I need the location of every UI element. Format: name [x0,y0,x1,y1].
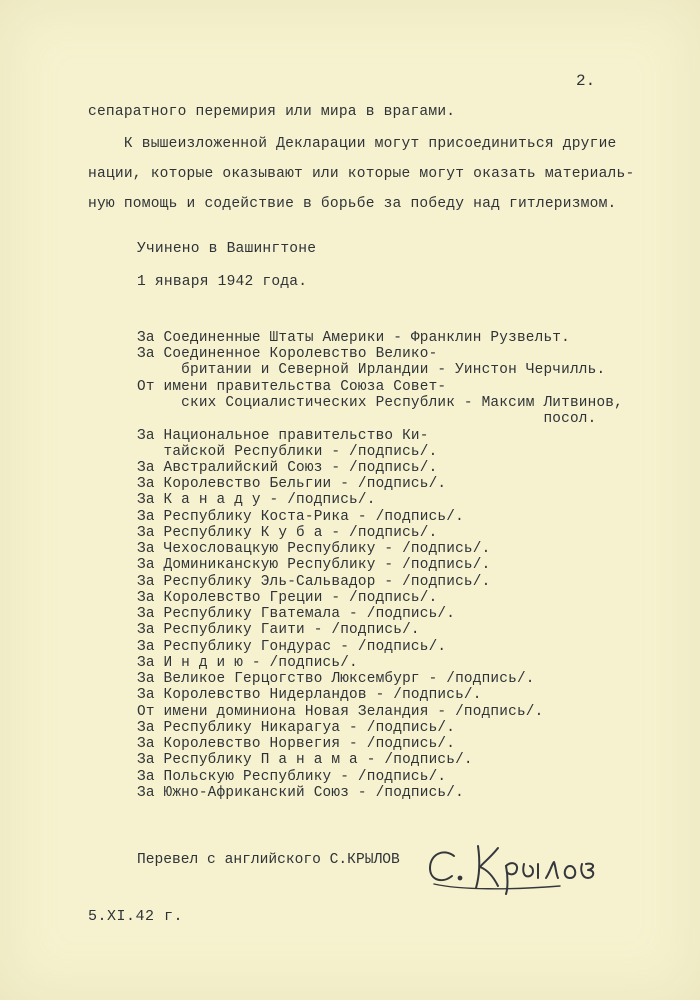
signature-ink [420,836,610,896]
signatory-line: За Королевство Норвегия - /подпись/. [137,736,456,752]
place-line: Учинено в Вашингтоне [137,241,317,257]
signatory-line: От имени правительства Союза Совет- [137,379,447,395]
page-number: 2. [576,72,596,90]
signatory-line: За Соединенное Королевство Велико- [137,346,438,362]
paragraph-line: нации, которые оказывают или которые могут оказать материаль- [88,166,635,182]
signatory-line: За Великое Герцогство Люксембург - /подпись/. [137,671,535,687]
signatory-line: За И н д и ю - /подпись/. [137,655,358,671]
signatory-line: За Доминиканскую Республику - /подпись/. [137,557,491,573]
signatory-line: тайской Республики - /подпись/. [137,444,438,460]
signatory-line: За Республику Гаити - /подпись/. [137,622,420,638]
signatory-line: За Республику Коста-Рика - /подпись/. [137,509,464,525]
signatory-line: За Королевство Нидерландов - /подпись/. [137,687,482,703]
signatory-line: За Республику Никарагуа - /подпись/. [137,720,456,736]
signatory-line: За Республику К у б а - /подпись/. [137,525,438,541]
signatory-line: посол. [137,411,597,427]
paragraph-line: сепаратного перемирия или мира в врагами. [88,104,456,120]
signatory-line: За Соединенные Штаты Америки - Франклин Рузвельт. [137,330,570,346]
paragraph-line: ную помощь и содействие в борьбе за победу над гитлеризмом. [88,196,617,212]
signatory-line: британии и Северной Ирландии - Уинстон Черчилль. [137,362,606,378]
document-date: 5.XI.42 г. [88,908,184,925]
handwritten-signature [420,836,610,896]
signatory-line: За Южно-Африканский Союз - /подпись/. [137,785,464,801]
signatory-line: ских Социалистических Республик - Максим Литвинов, [137,395,623,411]
signatory-line: За Республику Гондурас - /подпись/. [137,639,447,655]
signatory-line: За Польскую Республику - /подпись/. [137,769,447,785]
signatory-line: За Республику П а н а м а - /подпись/. [137,752,473,768]
signatory-line: За Австралийский Союз - /подпись/. [137,460,438,476]
signatory-line: За Республику Эль-Сальвадор - /подпись/. [137,574,491,590]
date-of-signing: 1 января 1942 года. [137,274,308,290]
signatory-line: За Республику Гватемала - /подпись/. [137,606,456,622]
signatory-line: От имени доминиона Новая Зеландия - /подпись/. [137,704,544,720]
signatory-line: За Королевство Бельгии - /подпись/. [137,476,447,492]
signatory-line: За Чехословацкую Республику - /подпись/. [137,541,491,557]
translator-line: Перевел с английского С.КРЫЛОВ [137,852,400,868]
signatory-line: За К а н а д у - /подпись/. [137,492,376,508]
signatory-line: За Национальное правительство Ки- [137,428,429,444]
paragraph-line: К вышеизложенной Декларации могут присоединиться другие [88,136,617,152]
signatory-line: За Королевство Греции - /подпись/. [137,590,438,606]
